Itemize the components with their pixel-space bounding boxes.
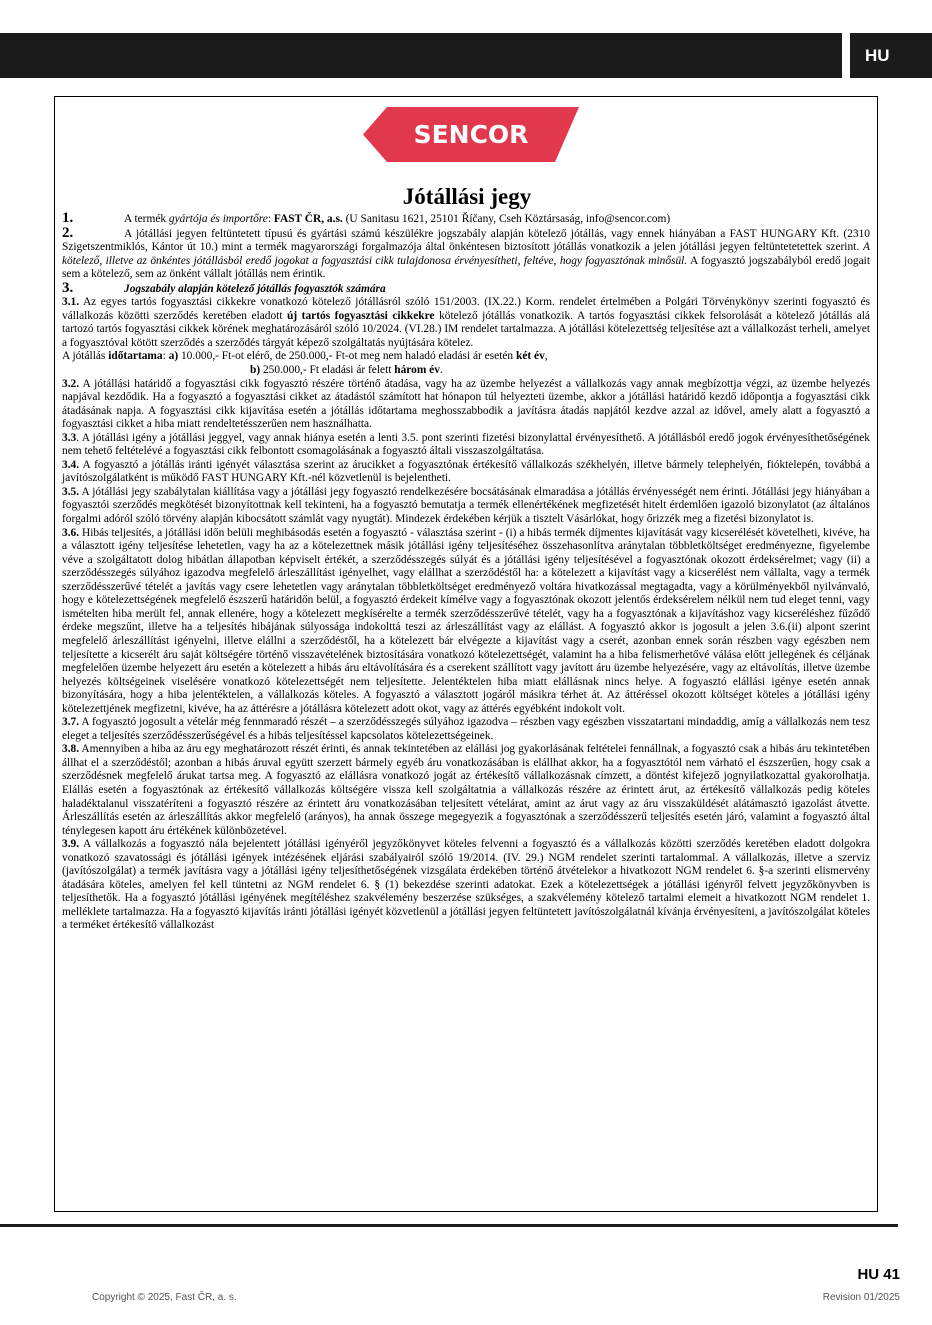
paragraph-number: 3.8. (62, 743, 80, 756)
text: 10.000,- Ft-ot elérő, de 250.000,- Ft-ot meg nem haladó eladási ár esetén (178, 350, 516, 363)
language-code: HU (865, 45, 890, 65)
text: Hibás teljesítés, a jótállási időn belüli meghibásodás esetén a fogyasztó - választása szerint - (i) a hibás termék díjmentes kijavítását vagy kicserélését követelheti, kivéve, ha a választott igény teljesítése lehetetlen, vagy ha az a kötelezettnek másik jótállási igény teljesítéséhez összehasonlítva aránytalan többletköltséget eredményezne, figyelembe véve a szolgáltatott dolog hibátlan állapotban képviselt értékét, a szerződésszegés súlyát és a jótállási igény teljesítésével a fogyasztónak okozott érdeksérelmet; vagy (ii) a szerződésszegés súlyához igazodva megfelelő árleszállítást igényelhet, vagy elállhat a szerződéstől ha: a kötelezett a kijavítást vagy a kicserélést nem vállalta, vagy a termék szerződésszerűvé tételét a javítás vagy csere lehetetlen vagy aránytalan többletköltséget eredményező voltára hivatkozással megtagadta, vagy a körülményekből nyilvánvaló, hogy e kötelezettségének megfelelő észszerű határidőn belül, a fogyasztó érdekeit kímélve vagy a fogyasztónak okozott jelentős érdeksérelem nélkül nem tud eleget tenni, vagy ismételten hiba merült fel, annak ellenére, hogy a kötelezett megkísérelte a termék szerződésszerűvé tételét, vagy ha a fogyasztónak a kijavításhoz vagy kicseréléshez fűződő érdeke megszűnt, illetve ha a teljesítés hibájának súlyossága indokolttá teszi az árleszállítást vagy az elállást. A fogyasztó akkor is jogosult a jelen 3.6.(ii) alpont szerint megfelelő árleszállítást igényelni, illetve elállni a szerződéstől, ha a kötelezett bár elvégezte a kijavítást vagy a cserét, azonban ennek során részben vagy egészben nem teljesítette a kicserélt áru saját költségére történő visszavételének biztosítására vonatkozó kötelezettségét, valamint ha a hiba felismerhetővé válása előtt jellegének és céljának megfelelően üzembe helyezett áru esetén a kötelezett a hibás áru eltávolítására és a cserekent szállított vagy javított áru üzembe helyezésére, vagy az eltávolítás, illetve üzembe helyezés költségeinek viselésére vonatkozó kötelezettségét nem teljesítette. Jelentéktelen hiba miatt elállásnak nincs helye. A fogyasztó elállási igénye esetén annak bizonyítására, hogy a hiba jelentéktelen, a vállalkozás köteles. A fogyasztó a választott jogáról másikra térhet át. Az áttéréssel okozott költséget köteles a jótállási igény kötelezettjének megfizetni, kivéve, ha az áttérésre a jótállásra kötelezett adott okot, vagy az áttérés egyébként indokolt volt. (62, 526, 870, 715)
text: A jótállási határidő a fogyasztási cikk fogyasztó részére történő átadása, vagy ha az üzembe helyezést a vállalkozás vagy annak megbízottja végzi, az üzembe helyezés napjával kezdődik. Ha a fogyasztó a fogyasztási cikket az átadástól számított hat hónapon túl helyezteti üzembe, akkor a jótállási határidő kezdő időpontja a fogyasztási cikk átadásának napja. A fogyasztási cikk kijavítása esetén a jótállás időtartama meghosszabbodik a javításra átadás napjától kezdve azzal az idővel, amely alatt a fogyasztó a fogyasztási cikket a hiba miatt rendeltetésszerűen nem használhatta. (62, 377, 870, 431)
warranty-duration (62, 350, 870, 377)
paragraph-3-9 (62, 838, 870, 933)
document-body (62, 212, 870, 933)
paragraph-3-4 (62, 459, 870, 486)
text: két év (515, 350, 545, 363)
paragraph-number: 3.3 (62, 431, 77, 444)
text: A jótállási jegy szabálytalan kiállítása vagy a jótállási jegy fogyasztó rendelkezésére bocsátásának elmaradása a jótállás érvényességét nem érinti. Jótállási jegy hiányában a fogyasztói szerződés megkötését bizonyítottnak kell tekinteni, ha a fogyasztó bemutatja a termék ellenértékének megfizetését hitelt érdemlően igazoló bizonylatot (az általános forgalmi adóról szóló törvény alapján kibocsátott számlát vagy nyugtát). Mindezek érdekében kérjük a tisztelt Vásárlókat, hogy őrizzék meg a fizetési bizonylatot is. (62, 485, 870, 526)
text: A jótállás (62, 350, 109, 363)
text: , (544, 350, 548, 363)
text: kötelező jótállás vonatkozik. A tartós fogyasztási cikkek felsorolását a kötelező jótállás alá tartozó tartós fogyasztási cikkek körének meghatározásáról szóló 10/2024. (VI.28.) IM rendelet tartalmazza. A jótállási kötelezettség teljesítése azt a vállalkozást terheli, amelyet a fogyasztóval kötött szerződés a szerződés tárgyát képező szolgáltatás nyújtására kötelez. (62, 309, 870, 349)
company-name: FAST ČR, a.s. (273, 213, 343, 225)
language-tab (850, 33, 932, 78)
paragraph-3-5 (62, 486, 870, 527)
paragraph-number: 3.6. (62, 526, 80, 539)
text: a) (168, 350, 179, 363)
text: időtartama (108, 350, 163, 363)
paragraph-3-2 (62, 378, 870, 432)
section-3 (62, 279, 870, 297)
text: Amennyiben a hiba az áru egy meghatározott részét érinti, és annak tekintetében az elállási jog gyakorlásának feltételei fennállnak, a fogyasztó csak a hibás áru tekintetében állhat el a szerződéstől; azonban a hibás áruval együtt szerzett bármely egyéb áru vonatkozásában is elállhat akkor, ha a fogyasztótól nem várható el észszerűen, hogy csak a szerződésnek megfelelő árukat tartsa meg. A fogyasztó az elállásra vonatkozó jogát az értékesítő vállalkozásnak címzett, a döntést kifejező jognyilatkozattal gyakorolhatja. Elállás esetén a fogyasztónak az értékesítő vállalkozás költségére vissza kell szolgáltatnia a vállalkozás részére az érintett árut, az értékesítő vállalkozás pedig köteles haladéktalanul visszatéríteni a fogyasztó részére az érintett áru vonatkozásában teljesített vételárat, amint az árut vagy az áru visszaküldését alátámasztó igazolást átvette. Árleszállítás esetén az árleszállítás akkor megfelelő (arányos), ha annak összege megegyezik a fogyasztónak a szerződésszerű teljesítés esetén járó, valamint a fogyasztó által ténylegesen kapott áru értékének különbözetével. (62, 743, 870, 837)
paragraph-number: 3.7. (62, 716, 80, 729)
paragraph-3-6 (62, 527, 870, 717)
page-number: HU 41 (857, 1266, 900, 1283)
text: három év (394, 364, 440, 377)
text: A vállalkozás a fogyasztó nála bejelentett jótállási igényéről jegyzőkönyvet köteles felvenni a fogyasztó és a vállalkozás közötti szerződés keretében eladott dolgokra vonatkozó szavatossági és jótállási igények intézésének eljárási szabályairól szóló 19/2014. (IV. 29.) NGM rendelet szerinti tartalommal. A vállalkozás, illetve a szerviz (javítószolgálat) a termék javításra vagy a jótállási igény teljesíthetőségének vizsgálata érdekében történő átvételekor a hivatkozott NGM rendelet 6. §-a szerinti elismervény átadására köteles, amelyen fel kell tüntetni az NGM rendelet 6. § (1) bekezdése szerinti adatokat. Ezek a kötelezettségek a jótállási igényről felvett jegyzőkönyvben is teljesíthetők. Ha a fogyasztó jótállási igényének megítéléshez szakvélemény beszerzése szükséges, a szakvélemény kötelező tartalmi elemeit a hivatkozott NGM rendelet 1. melléklete tartalmazza. Ha a fogyasztó kijavítás iránti jótállási igényét közvetlenül a jótállási jegyen feltüntetett javítószolgálatnál kívánja érvényesíteni, a javítószolgálat köteles a terméket értékesítő vállalkozást (62, 838, 870, 932)
footer-divider (0, 1224, 898, 1227)
paragraph-number: 3.5. (62, 485, 80, 498)
paragraph-number: 3.9. (62, 838, 80, 851)
section-3-heading: Jogszabály alapján kötelező jótállás fogyasztók számára (124, 282, 386, 295)
section-2 (62, 224, 870, 282)
section-1 (62, 212, 870, 227)
warranty-card (54, 96, 878, 1212)
section-2-number: 2. (62, 224, 74, 241)
revision-text: Revision 01/2025 (822, 1292, 900, 1303)
paragraph-3-3 (62, 432, 870, 459)
text: gyártója és importőre (168, 213, 268, 225)
section-1-number: 1. (62, 210, 74, 226)
text: (U Sanitasu 1621, 25101 Říčany, Cseh Köztársaság, info@sencor.com) (342, 213, 671, 225)
text: . (439, 364, 443, 377)
text: A termék (124, 213, 169, 225)
paragraph-3-7 (62, 716, 870, 743)
text: : (267, 213, 274, 225)
text: A fogyasztó jogosult a vételár még fennmaradó részét – a szerződésszegés súlyához igazodva – részben vagy egészben visszatartani mindaddig, amíg a vállalkozás nem tesz eleget a teljesítés szerződésszerűségével és a hibás teljesítéssel kapcsolatos kötelezettségeinek. (62, 716, 870, 742)
text: A fogyasztó a jótállás iránti igényét választása szerint az árucikket a fogyasztónak értékesítő vállalkozás székhelyén, illetve bármely telephelyén, fióktelepén, továbbá a javítószolgálatként is működő FAST HUNGARY Kft.-nél közvetlenül is bejelentheti. (62, 458, 870, 485)
sencor-logo (363, 107, 579, 162)
header-bar (0, 33, 842, 78)
text: A jótállási jegyen feltüntetett típusú és gyártási számú készülékre jogszabály alapján kötelező jótállás, vagy ennek hiányában a FAST HUNGARY Kft. (2310 Szigetszentmiklós, Kántor út 10.) mint a termék magyarországi forgalmazója által önkéntesen biztosított jótállás vonatkozik a jelen jótállási jegyen feltüntetetettek szerint. (62, 227, 870, 254)
text: Az egyes tartós fogyasztási cikkekre vonatkozó kötelező jótállásról szóló 151/2003. (IX.22.) Korm. rendelet értelmében a Polgári Törvénykönyv szerinti fogyasztó és vállalkozás közötti szerződés keretében eladott (62, 296, 870, 322)
document-title: Jótállási jegy (402, 184, 532, 209)
text: A fogyasztó jogszabályból eredő jogait sem a kötelező, sem az önként vállalt jótállás nem érintik. (62, 254, 870, 281)
text: . A jótállási igény a jótállási jeggyel, vagy annak hiánya esetén a lenti 3.5. pont szerinti fizetési bizonylattal érvényesíthető. A jótállásból eredő jogok érvényesíthetőségének nem tehető feltételévé a fogyasztási cikk felbontott csomagolásának a fogyasztó általi visszaszolgáltatása. (62, 431, 870, 458)
text: b) (250, 364, 261, 377)
paragraph-number: 3.4. (62, 458, 80, 471)
text: : (162, 350, 169, 363)
paragraph-number: 3.1. (62, 296, 80, 309)
text: új tartós fogyasztási cikkekre (287, 309, 435, 322)
section-3-number: 3. (62, 279, 74, 296)
logo-text: SENCOR (413, 120, 529, 149)
paragraph-3-8 (62, 743, 870, 838)
paragraph-number: 3.2. (62, 377, 80, 390)
text: A kötelező, illetve az önkéntes jótállásból eredő jogokat a fogyasztási cikk tulajdonosa érvényesítheti, feltéve, hogy fogyasztónak minősül. (62, 241, 870, 267)
copyright-text: Copyright © 2025, Fast ČR, a. s. (92, 1292, 237, 1303)
text: 250.000,- Ft eladási ár felett (260, 364, 395, 377)
paragraph-3-1 (62, 296, 870, 350)
